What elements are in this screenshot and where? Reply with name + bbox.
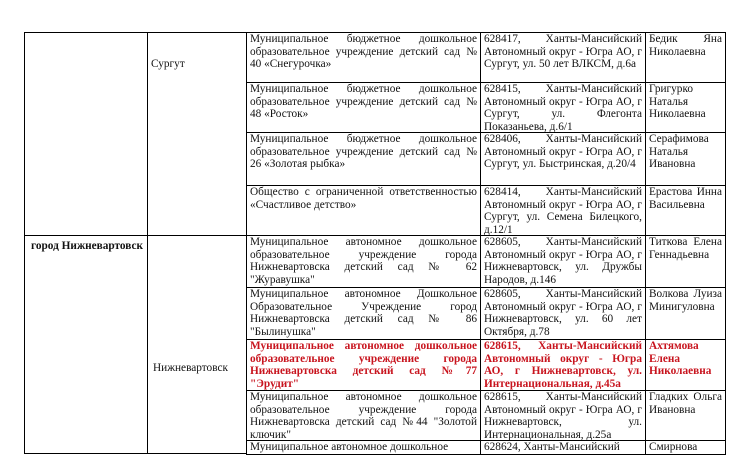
organization-cell: Муниципальное автономное дошкольное образовательное учреждение города Нижневартовска детский сад №44 "Золотой ключик" — [246, 390, 481, 441]
organization-cell: Муниципальное автономное Дошкольное Образовательное Учреждение город Нижневартовска детский сад № 86 "Былинушка" — [246, 287, 481, 340]
city-cell-nizhnevartovsk: Нижневартовск — [147, 235, 247, 454]
organization-cell: Муниципальное бюджетное дошкольное образовательное учреждение детский сад № 26 «Золотая рыбка» — [246, 132, 481, 186]
address-cell: 628414, Ханты-Мансийский Автономный округ - Югра АО, г Сургут, ул. Семена Билецкого, д.12/1 — [480, 185, 646, 236]
director-cell: Григурко Наталья Николаевна — [645, 82, 726, 133]
director-cell: Волкова Луиза Минигуловна — [645, 287, 726, 340]
director-cell: Гладких Ольга Ивановна — [645, 390, 726, 441]
address-cell: 628624, Ханты-Мансийский — [480, 440, 646, 455]
director-cell: Ахтямова Елена Николаевна — [645, 339, 726, 391]
region-cell-empty — [24, 32, 148, 236]
director-cell: Ерастова Инна Васильевна — [645, 185, 726, 236]
organization-cell: Муниципальное автономное дошкольное образовательное учреждение города Нижневартовска детский сад № 62 "Журавушка" — [246, 235, 481, 288]
address-cell: 628615, Ханты-Мансийский Автономный округ - Югра АО, г Нижневартовск, ул. Интернациональная, д.25а — [480, 390, 646, 441]
director-cell: Серафимова Наталья Ивановна — [645, 132, 726, 186]
region-cell-nizhnevartovsk: город Нижневартовск — [24, 235, 148, 454]
organization-cell: Муниципальное бюджетное дошкольное образовательное учреждение детский сад № 40 «Снегурочка» — [246, 32, 481, 83]
address-cell: 628605, Ханты-Мансийский Автономный округ - Югра АО, г Нижневартовск, ул. 60 лет Октября, д.78 — [480, 287, 646, 340]
director-cell: Смирнова — [645, 440, 726, 455]
director-cell: Бедик Яна Николаевна — [645, 32, 726, 83]
address-cell: 628417, Ханты-Мансийский Автономный округ - Югра АО, г Сургут, ул. 50 лет ВЛКСМ, д.6а — [480, 32, 646, 83]
organization-cell: Муниципальное автономное дошкольное образовательное учреждение города Нижневартовска детский сад №77 "Эрудит" — [246, 339, 481, 391]
address-cell: 628415, Ханты-Мансийский Автономный округ - Югра АО, г Сургут, ул. Флегонта Показаньева, д.6/1 — [480, 82, 646, 133]
address-cell: 628605, Ханты-Мансийский Автономный округ - Югра АО, г Нижневартовск, ул. Дружбы Народов, д.146 — [480, 235, 646, 288]
organization-cell: Муниципальное автономное дошкольное — [246, 440, 481, 455]
city-cell-surgut: Сургут — [147, 32, 247, 236]
director-cell: Титкова Елена Геннадьевна — [645, 235, 726, 288]
organization-cell: Муниципальное бюджетное дошкольное образовательное учреждение детский сад № 48 «Росток» — [246, 82, 481, 133]
organization-cell: Общество с ограниченной ответственностью «Счастливое детство» — [246, 185, 481, 236]
address-cell: 628615, Ханты-Мансийский Автономный округ - Югра АО, г Нижневартовск, ул. Интернациональная, д.45а — [480, 339, 646, 391]
address-cell: 628406, Ханты-Мансийский Автономный округ - Югра АО, г Сургут, ул. Быстринская, д.20/4 — [480, 132, 646, 186]
